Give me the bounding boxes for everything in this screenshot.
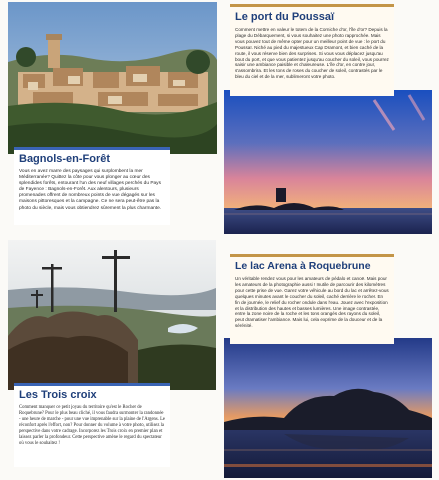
lac-arena-photo [224,338,432,478]
bagnols-title: Bagnols-en-Forêt [19,153,111,165]
poussai-title: Le port du Poussaï [235,11,335,23]
trois-croix-title: Les Trois croix [19,389,97,401]
bagnols-body: Vous en avez marre des paysages qui surplombent la mer Méditerranée? Quittez la côte pour vous plonger au cœur des splendides forêts, entourant l'un des neuf villages perchés du Pays de Fayence : Bagnols-en-Forêt. Aux alentours, plusieurs promenades offrent de nombreux points de vue dégagés sur les maisons pittoresques et la campagne. Ce ne sera peut-être pas la photo du siècle, mais vous obtiendrez sûrement la plus charmante. [19,169,162,211]
poussai-sunset-photo [224,90,432,234]
trois-croix-photo [8,240,216,390]
trois-croix-body: Comment manquer ce petit joyau du territoire qu'est le Rocher de Roquebrune? Pour le plus beau cliché, il vous faudra surmonter la randonnée - une heure de marche - pour une vue imprenable sur la plaine de l'Argens. Le réconfort après l'effort, non? Pour donner du volume à votre photo, utilisez la perspective dans votre cadrage. Incorporez les Trois croix en premier plan et laissez parler la profondeur. Cette perspective amène le regard du spectateur où vous le souhaitez ! [19,405,166,446]
bagnols-card [14,147,170,225]
trois-croix-card [14,383,170,467]
lac-arena-body: Un véritable rendez vous pour les amateurs de pédalo et canoë. Mais pour les amateurs de la photographie aussi ! Inutile de parcourir des kilomètres pour cette prise de vue. Garez votre véhicule au bord du lac et arrêtez-vous quelques minutes avant le coucher du soleil, caché derrière le rocher. En fin de journée, le relief du rocher ondule dans l'eau. Jouez avec l'exposition et la distribution des hautes et basses lumières. Une image contrastée, entre la zone noire de la roche et les tons orangés des rayons du soleil, peut dramatiser l'ambiance. Mais lui, cela exprime de la douceur et de la sérénité. [235,276,389,329]
lac-arena-title: Le lac Arena à Roquebrune [235,260,371,272]
lac-arena-card [230,254,394,344]
bagnols-village-photo [8,2,217,154]
poussai-body: Comment mettre en valeur le totem de la Corniche d'or, l'île d'or? Depuis la plage du Débarquement, si vous souhaitez une photo rapprochée. Mais vous pouvez tout de même opter pour un meilleur point de vue : le port du Poussaï. Niché au pied du majestueux Cap Dramont, et bien caché de la route, il vous réserve bien des surprises. Si vous vous déplacez jusqu'au bout du port, et que vous patientez jusqu'au coucher du soleil, vous pourrez saisir une ambiance paisible et chaleureuse. L'île d'or, en contre jour, s'assombrira. Et les tons de roses du coucher de soleil, contrastés par le bleu du ciel et de la mer, sublimeront votre photo. [235,27,389,80]
poussai-card [230,4,394,96]
